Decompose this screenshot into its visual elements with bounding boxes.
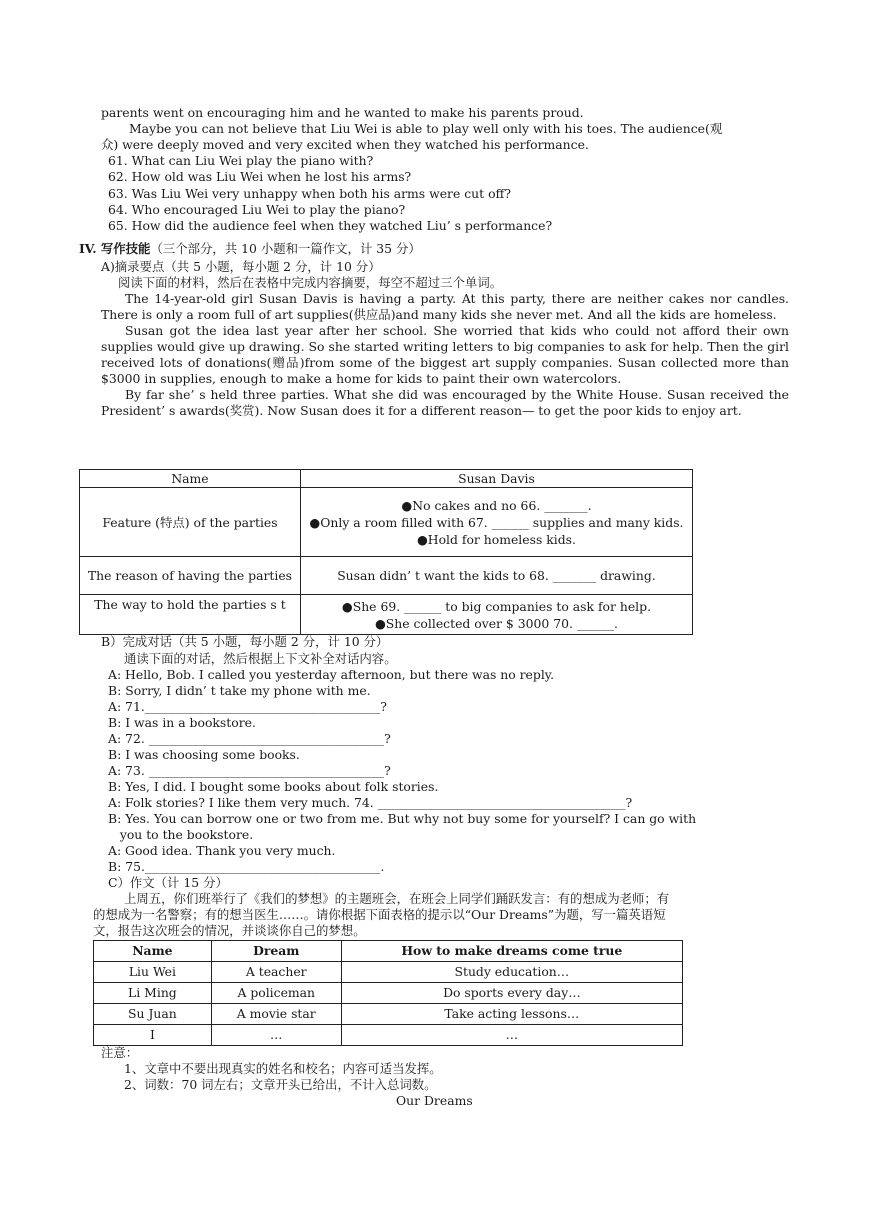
cell-how: … [341,1025,682,1046]
dialogue-line: A: Good idea. Thank you very much. [108,843,336,858]
question-65: 65. How did the audience feel when they watched Liu’ s performance? [108,218,553,233]
reading-line: Maybe you can not believe that Liu Wei is able to play well only with his toes. The audience(观 [129,121,723,136]
essay-title: Our Dreams [396,1093,473,1108]
header-name: Name [171,470,209,486]
row-feature [80,488,693,557]
feature-label: Feature (特点) of the parties [102,514,278,530]
dialogue-blank-73: A: 73. ______________________________________? [108,763,391,778]
summary-table-header [80,470,693,488]
col-header-dream: Dream [211,941,341,962]
cell-dream: … [211,1025,341,1046]
cell-name: Li Ming [94,983,212,1004]
way-label: The way to hold the parties [94,597,267,612]
table-row [94,962,683,983]
part-b-instruction: 通读下面的对话，然后根据上下文补全对话内容。 [124,651,397,666]
part-a-passage [101,291,789,419]
dreams-table [93,940,683,1046]
essay-prompt-line: 文，报告这次班会的情况，并谈谈你自己的梦想。 [93,923,366,938]
question-64: 64. Who encouraged Liu Wei to play the piano? [108,202,406,217]
part-a-instruction: 阅读下面的材料，然后在表格中完成内容摘要，每空不超过三个单词。 [118,275,503,290]
way-overflow: s t [270,597,286,612]
part-c-title: C）作文（计 15 分） [108,875,228,890]
reason-label: The reason of having the parties [87,568,293,583]
dialogue-line: B: Yes, I did. I bought some books about folk stories. [108,779,439,794]
feature-item: ●Only a room filled with 67. ______ supplies and many kids. [309,514,684,530]
summary-table [79,469,693,635]
way-item: ●She 69. ______ to big companies to ask for help. [341,598,652,614]
question-62: 62. How old was Liu Wei when he lost his arms? [108,169,412,184]
row-reason [80,557,693,595]
cell-how: Study education… [341,962,682,983]
cell-how: Do sports every day… [341,983,682,1004]
table-row [94,983,683,1004]
essay-prompt-line: 的想成为一名警察；有的想当医生……。请你根据下面表格的提示以“Our Dreams”为题，写一篇英语短 [93,907,666,922]
row-way [80,595,693,635]
section-number: IV. [79,241,101,256]
cell-how: Take acting lessons… [341,1004,682,1025]
passage-paragraph: The 14-year-old girl Susan Davis is having a party. At this party, there are neither cakes nor candles. There is only a room full of art supplies(供应品)and many kids she never met. And all the kids are homeless. [101,291,789,322]
note-item: 2、词数：70 词左右；文章开头已给出，不计入总词数。 [124,1077,437,1092]
dialogue-line: B: I was choosing some books. [108,747,300,762]
dialogue-blank-74: A: Folk stories? I like them very much. 74. ________________________________________? [108,795,633,810]
dialogue-blank-71: A: 71.______________________________________? [108,699,387,714]
cell-dream: A movie star [211,1004,341,1025]
dialogue-line: you to the bookstore. [108,827,254,842]
cell-dream: A teacher [211,962,341,983]
passage-paragraph: By far she’ s held three parties. What she did was encouraged by the White House. Susan received the President’ s awards(奖赏). Now Susan does it for a different reason— to get the poor kids to enjoy art. [101,387,789,418]
part-b-title: B）完成对话（共 5 小题，每小题 2 分，计 10 分） [101,634,389,649]
col-header-name: Name [94,941,212,962]
cell-name: Su Juan [94,1004,212,1025]
table-row [94,1004,683,1025]
dreams-table-header [94,941,683,962]
essay-prompt-line: 上周五，你们班举行了《我们的梦想》的主题班会，在班会上同学们踊跃发言：有的想成为老师；有 [124,891,670,906]
dialogue-line: B: I was in a bookstore. [108,715,256,730]
notes-title: 注意： [101,1045,139,1060]
dialogue-blank-75: B: 75.______________________________________. [108,859,385,874]
dialogue-line: B: Sorry, I didn’ t take my phone with me. [108,683,371,698]
cell-dream: A policeman [211,983,341,1004]
feature-item: ●Hold for homeless kids. [416,531,576,547]
way-item: ●She collected over $ 3000 70. ______. [374,615,618,631]
reading-line: 众) were deeply moved and very excited when they watched his performance. [101,137,589,152]
question-61: 61. What can Liu Wei play the piano with? [108,153,374,168]
cell-name: Liu Wei [94,962,212,983]
section-title: 写作技能 [100,241,151,256]
dialogue-blank-72: A: 72. ______________________________________? [108,731,391,746]
section-scoring: （三个部分，共 10 小题和一篇作文，计 35 分） [150,241,421,256]
cell-name: I [94,1025,212,1046]
dialogue-line: A: Hello, Bob. I called you yesterday afternoon, but there was no reply. [108,667,555,682]
reason-text: Susan didn’ t want the kids to 68. _______ drawing. [337,568,656,583]
feature-item: ●No cakes and no 66. _______. [401,497,592,513]
table-row [94,1025,683,1046]
header-susan: Susan Davis [458,470,535,486]
section-heading [79,241,421,257]
dialogue-line: B: Yes. You can borrow one or two from me. But why not buy some for yourself? I can go with [108,811,697,826]
part-a-title: A)摘录要点（共 5 小题，每小题 2 分，计 10 分） [101,259,381,274]
reading-line: parents went on encouraging him and he wanted to make his parents proud. [101,105,584,120]
question-63: 63. Was Liu Wei very unhappy when both his arms were cut off? [108,186,511,201]
note-item: 1、文章中不要出现真实的姓名和校名；内容可适当发挥。 [124,1061,442,1076]
passage-paragraph: Susan got the idea last year after her school. She worried that kids who could not afford their own supplies would give up drawing. So she started writing letters to big companies to ask for help. Then the girl received lots of donations(赠品)from some of the biggest art supply companies. Susan collected more than $3000 in supplies, enough to make a home for kids to paint their own watercolors. [101,323,789,386]
col-header-how: How to make dreams come true [341,941,682,962]
